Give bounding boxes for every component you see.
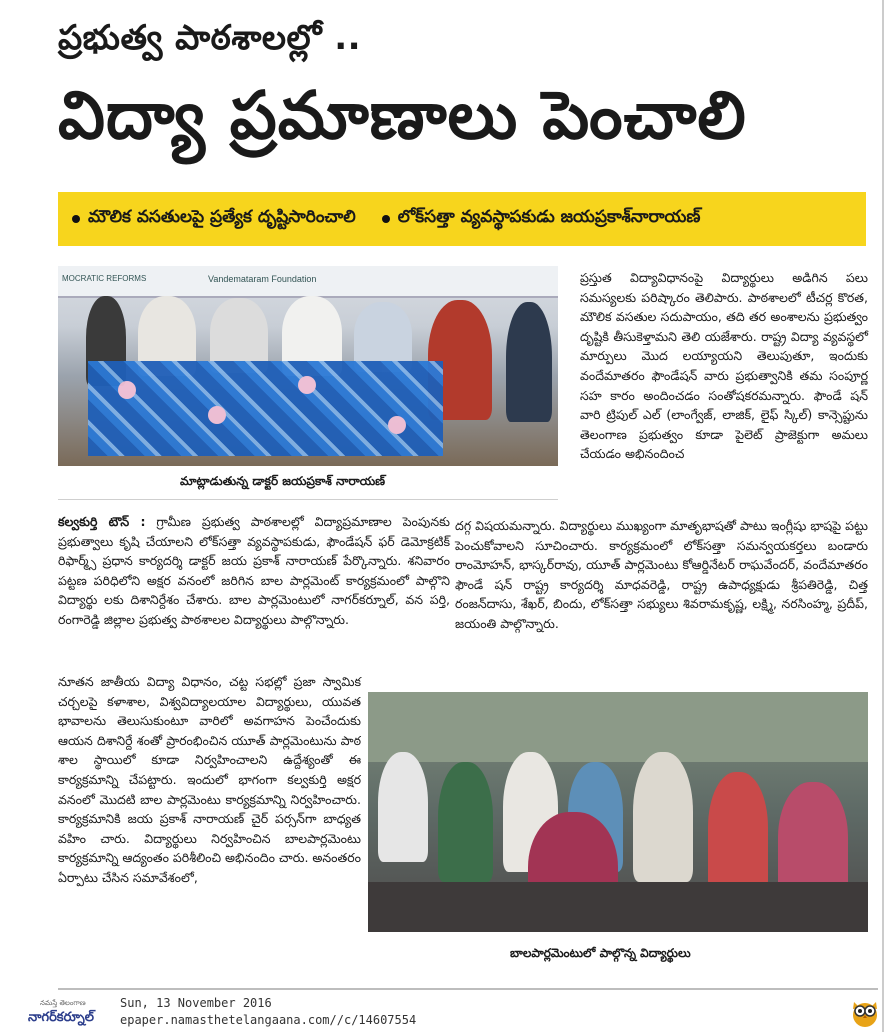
owl-icon-graphic: [850, 996, 880, 1028]
article-column-left-top: [58, 512, 450, 630]
footer-logo-small: నమస్తే తెలంగాణ: [40, 999, 86, 1007]
chair-row: [368, 882, 868, 932]
highlight-text: లోక్‌సత్తా వ్యవస్థాపకుడు జయప్రకాశ్‌నారాయణ్: [397, 207, 701, 227]
cloth-flower: [208, 406, 226, 424]
caption-divider: [58, 499, 558, 500]
hall-wall: [368, 692, 868, 762]
article-paragraph: దగ్గ విషయమన్నారు. విద్యార్థులు ముఖ్యంగా మాతృభాషతో పాటు ఇంగ్లీషు భాషపై పట్టు పెంచుకోవాలని సూచించారు. కార్యక్రమంలో లోక్‌సత్తా సమన్వయకర్తలు బండారు రాంమోహన్, భాస్కర్‌రావు, యూత్ పార్లమెంటు కోఆర్డినేటర్ రాఘవేందర్, వందేమాతరం ఫౌండే షన్ రాష్ట్ర కార్యదర్శి మాధవరెడ్డి, రాష్ట్ర ఉపాధ్యక్షుడు శ్రీపతిరెడ్డి, చిత్త రంజన్‌దాసు, శేఖర్, బిందు, లోక్‌సత్తా సభ్యులు శివరామకృష్ణ, లక్ష్మి, నరసింహ్మ, ప్రదీప్, జయంతి పాల్గొన్నారు.: [455, 518, 868, 631]
article-text: గ్రామీణ ప్రభుత్వ పాఠశాలల్లో విద్యాప్రమాణాల పెంపునకు ప్రభుత్వాలు కృషి చేయాలని లోక్‌సత్తా వ్యవస్థాపకుడు, ఫౌండేషన్ ఫర్ డెమోక్రటిక్ రిఫార్మ్స్ ప్రధాన కార్యదర్శి డాక్టర్ జయ ప్రకాశ్ నారాయణ్ పేర్కొన్నారు. శనివారం పట్టణ పరిధిలోని అక్షర వనంలో జరిగిన బాల పార్లమెంట్ కార్యక్రమంలో పాల్గొని విద్యార్థు లకు దిశానిర్దేశం చేశారు. బాల పార్లమెంటులో నాగర్‌కర్నూల్, వన పర్తి, రంగారెడ్డి జిల్లాల ప్రభుత్వ పాఠశాలల విద్యార్థులు పాల్గొన్నారు.: [58, 514, 450, 627]
speakers-photo: [58, 266, 558, 466]
cloth-flower: [298, 376, 316, 394]
student-figure: [633, 752, 693, 882]
tablecloth: [88, 361, 443, 456]
footer-divider: [58, 988, 878, 990]
footer-meta: [120, 995, 416, 1029]
headline: విద్యా ప్రమాణాలు పెంచాలి: [58, 77, 747, 154]
student-figure: [438, 762, 493, 882]
cloth-flower: [388, 416, 406, 434]
highlight-item: [382, 207, 701, 231]
students-photo: [368, 692, 868, 932]
dateline: కల్వకుర్తి టౌన్ :: [58, 514, 146, 529]
footer-logo: నాగర్‌కర్నూల్: [28, 1010, 94, 1025]
bullet-icon: [72, 215, 80, 223]
cloth-flower: [118, 381, 136, 399]
highlights-band: [58, 192, 866, 246]
photo1-caption: మాట్లాడుతున్న డాక్టర్ జయప్రకాశ్ నారాయణ్: [180, 474, 386, 488]
highlight-item: [72, 207, 356, 231]
photo-banner-text: Vandemataram Foundation: [208, 274, 317, 284]
article-paragraph: నూతన జాతీయ విద్యా విధానం, చట్ట సభల్లో ప్రజా స్వామిక చర్చలపై కళాశాల, విశ్వవిద్యాలయాల విద్యార్థులు, యువత భావాలను తెలుసుకుంటూ వారిలో అవగాహన పెంచేందుకు ఆయన దిశానిర్దే శంతో ప్రారంభించిన యూత్ పార్లమెంటును పాఠ శాల స్థాయిలో కూడా నిర్వహించాలని ఉద్దేశ్యంతో ఈ కార్యక్రమాన్ని చేపట్టారు. ఇందులో భాగంగా కల్వకుర్తి అక్షర వనంలో మొదటి బాల పార్లమెంటు కార్యక్రమాన్ని నిర్వహించారు. కార్యక్రమానికి జయ ప్రకాశ్ నారాయణ్ చైర్ పర్సన్‌గా బాధ్యత వహిం చారు. విద్యార్థులు నిర్వహించిన బాలపార్లమెంటు కార్యక్రమాన్ని ఆద్యంతం పరిశీలించి అభినందిం చారు. అనంతరం ఏర్పాటు చేసిన సమావేశంలో,: [58, 674, 361, 885]
student-figure: [378, 752, 428, 862]
highlight-text: మౌలిక వసతులపై ప్రత్యేక దృష్టిసారించాలి: [88, 207, 356, 227]
kicker-heading: ప్రభుత్వ పాఠశాలల్లో ..: [58, 18, 362, 58]
article-column-right-top: [580, 268, 868, 464]
article-paragraph: [58, 512, 450, 630]
article-column-right-bottom: [455, 516, 868, 634]
bullet-icon: [382, 215, 390, 223]
footer-url[interactable]: epaper.namasthetelangaana.com//c/14607554: [120, 1013, 417, 1027]
person-figure: [506, 302, 552, 422]
photo2-caption: బాలపార్లమెంటులో పాల్గొన్న విద్యార్థులు: [510, 946, 691, 960]
article-column-left-bottom: [58, 672, 361, 888]
footer-date: Sun, 13 November 2016: [120, 996, 272, 1010]
article-paragraph: ప్రస్తుత విద్యావిధానంపై విద్యార్థులు అడిగిన పలు సమస్యలకు పరిష్కారం తెలిపారు. పాఠశాలలో టీచర్ల కొరత, మౌలిక వసతుల సదుపాయం, తది తర అంశాలను ప్రభుత్వం దృష్టికి తీసుకెళ్తామని తెలి యజేశారు. రాష్ట్ర విద్యా వ్యవస్థలో మార్పులు మొద లయ్యాయని తెలుపుతూ, ఇందుకు వందేమాతరం ఫౌండేషన్ వారు ప్రభుత్వానికి తమ సంపూర్ణ సహ కారం అందించడం సంతోషకరమన్నారు. ఫౌండే షన్ వారి ట్రిపుల్ ఎల్ (లాంగ్వేజ్, లాజిక్, లైఫ్ స్కిల్) కాన్సెప్టును తెలంగాణ ప్రభుత్వం కూడా పైలెట్ ప్రాజెక్టుగా అమలు చేయడం అభినందించ: [580, 270, 868, 462]
owl-icon[interactable]: [850, 996, 880, 1028]
page-edge-rule: [882, 0, 884, 1032]
student-figure: [708, 772, 768, 892]
photo-banner-left-text: MOCRATIC REFORMS: [62, 274, 147, 283]
